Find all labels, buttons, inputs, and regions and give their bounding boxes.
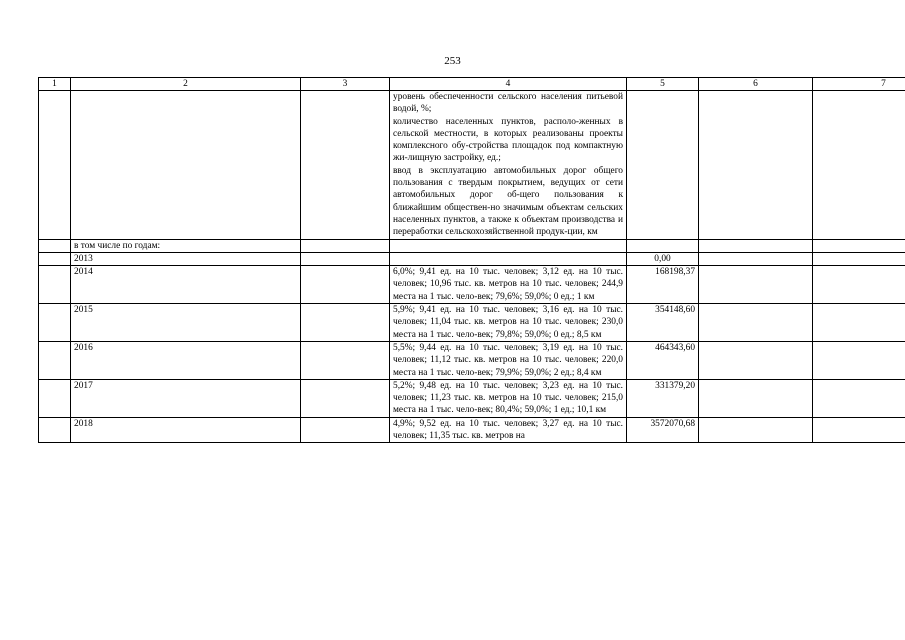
year-cell: 2016 [71,341,301,379]
by-years-row [39,239,905,252]
year-cell: 2018 [71,417,301,443]
program-table [38,77,905,443]
header-cell: 6 [699,78,813,91]
values-cell: 4,9%; 9,52 ед. на 10 тыс. человек; 3,27 ед. на 10 тыс. человек; 11,35 тыс. кв. метров на [390,417,627,443]
amount-cell: 354148,60 [627,304,699,342]
amount-cell: 331379,20 [627,379,699,417]
values-cell: 6,0%; 9,41 ед. на 10 тыс. человек; 3,12 ед. на 10 тыс. человек; 10,96 тыс. кв. метров на 10 тыс. человек; 244,9 места на 1 тыс. чело-век; 79,6%; 59,0%; 0 ед.; 1 км [390,266,627,304]
year-cell: 2014 [71,266,301,304]
header-row [39,78,905,91]
year-cell: 2013 [71,252,301,265]
header-cell: 3 [301,78,390,91]
values-cell [390,252,627,265]
amount-cell: 0,00 [627,252,699,265]
table-row [39,304,905,342]
header-cell: 4 [390,78,627,91]
header-cell: 1 [39,78,71,91]
year-cell: 2017 [71,379,301,417]
table-row [39,252,905,265]
amount-cell: 464343,60 [627,341,699,379]
values-cell: 5,5%; 9,44 ед. на 10 тыс. человек; 3,19 ед. на 10 тыс. человек; 11,12 тыс. кв. метров на 10 тыс. человек; 220,0 места на 1 тыс. чело-век; 79,9%; 59,0%; 2 ед.; 8,4 км [390,341,627,379]
year-cell: 2015 [71,304,301,342]
table-row [39,266,905,304]
by-years-label: в том числе по годам: [71,239,301,252]
values-cell: 5,9%; 9,41 ед. на 10 тыс. человек; 3,16 ед. на 10 тыс. человек; 11,04 тыс. кв. метров на 10 тыс. человек; 230,0 места на 1 тыс. чело-век; 79,8%; 59,0%; 0 ед.; 8,5 км [390,304,627,342]
header-cell: 7 [813,78,905,91]
indicators-row [39,91,905,240]
page-number: 253 [444,55,461,67]
amount-cell: 168198,37 [627,266,699,304]
table-row [39,341,905,379]
header-cell: 2 [71,78,301,91]
header-cell: 5 [627,78,699,91]
table-row [39,417,905,443]
table-row [39,379,905,417]
amount-cell: 3572070,68 [627,417,699,443]
values-cell: 5,2%; 9,48 ед. на 10 тыс. человек; 3,23 ед. на 10 тыс. человек; 11,23 тыс. кв. метров на 10 тыс. человек; 215,0 места на 1 тыс. чело-век; 80,4%; 59,0%; 1 ед.; 10,1 км [390,379,627,417]
indicators-text: уровень обеспеченности сельского населения питьевой водой, %; количество населенных пунктов, располо-женных в сельской местности, в которых реализованы проекты комплексного обу-стройства площадок под компактную жи-лищную застройку, ед.; ввод в эксплуатацию автомобильных дорог общего пользования с твердым покрытием, ведущих от сети автомобильных дорог об-щего пользования к ближайшим обществен-но значимым объектам сельских населенных пунктов, а также к объектам производства и переработки сельскохозяйственной продук-ции, км [390,91,627,240]
